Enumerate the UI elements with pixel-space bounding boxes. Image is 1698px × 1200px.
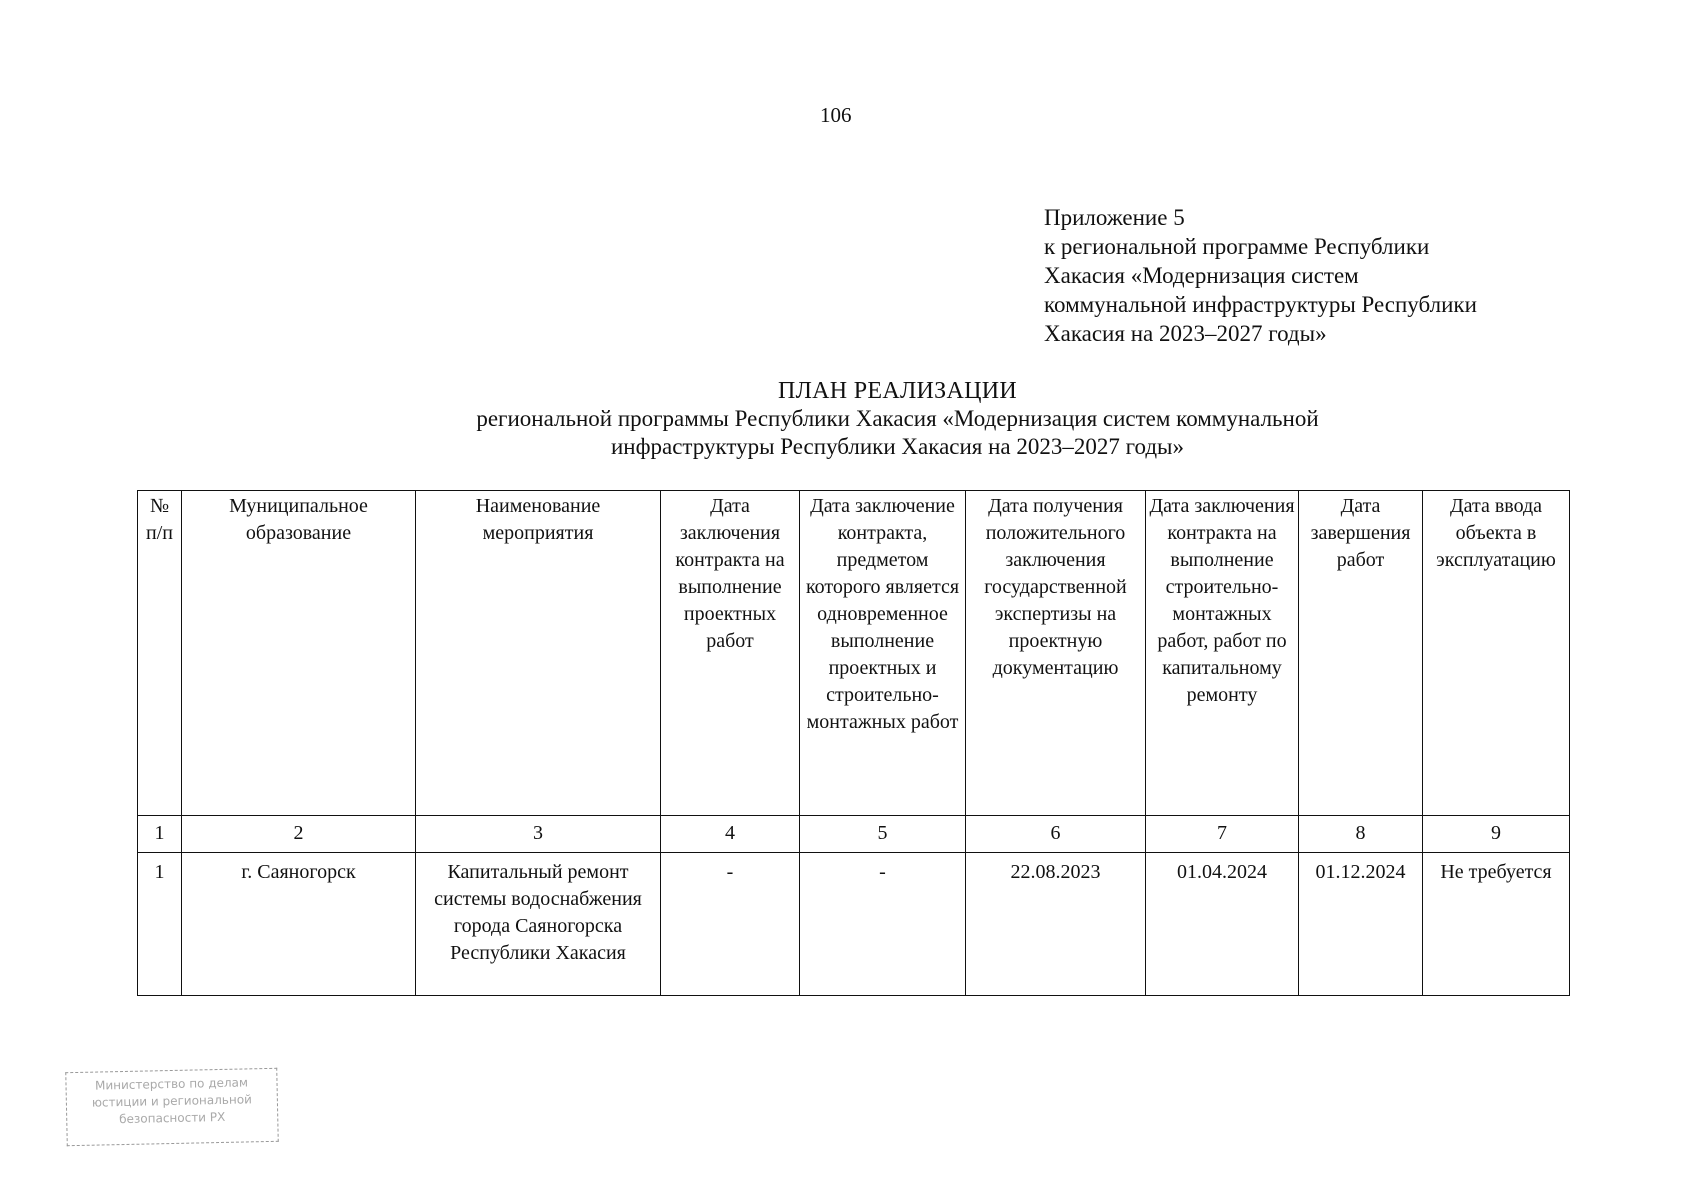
appendix-line: Хакасия на 2023–2027 годы» — [1044, 321, 1327, 346]
cell-commissioning-date: Не требуется — [1423, 853, 1570, 996]
stamp-line: безопасности РХ — [119, 1109, 226, 1127]
appendix-line: Приложение 5 — [1044, 205, 1185, 230]
cell-activity: Капитальный ремонт системы водоснабжения города Саяногорска Республики Хакасия — [416, 853, 661, 996]
header-cell-completion-date: Дата завершения работ — [1299, 491, 1423, 816]
column-number-cell: 6 — [966, 816, 1146, 853]
header-cell-design-contract-date: Дата заключения контракта на выполнение проектных работ — [661, 491, 800, 816]
column-number-cell: 1 — [138, 816, 182, 853]
cell-completion-date: 01.12.2024 — [1299, 853, 1423, 996]
column-number-cell: 2 — [182, 816, 416, 853]
cell-row-number: 1 — [138, 853, 182, 996]
title-main: ПЛАН РЕАЛИЗАЦИИ — [777, 378, 1018, 404]
column-number-row — [138, 816, 1570, 853]
column-number-cell: 5 — [800, 816, 966, 853]
page-number: 106 — [820, 103, 852, 127]
stamp-line: Министерство по делам — [94, 1075, 249, 1093]
table-header-row — [138, 491, 1570, 816]
title-subtitle-line: региональной программы Республики Хакасия «Модернизация систем коммунальной — [476, 406, 1319, 431]
column-number-cell: 4 — [661, 816, 800, 853]
cell-design-contract-date: - — [661, 853, 800, 996]
header-cell-combined-contract-date: Дата заключение контракта, предметом которого является одновременное выполнение проектных и строительно-монтажных работ — [800, 491, 966, 816]
header-cell-activity: Наименование мероприятия — [416, 491, 661, 816]
appendix-line: Хакасия «Модернизация систем — [1044, 263, 1359, 288]
cell-municipality: г. Саяногорск — [182, 853, 416, 996]
column-number-cell: 7 — [1146, 816, 1299, 853]
title-subtitle-line: инфраструктуры Республики Хакасия на 2023–2027 годы» — [611, 434, 1184, 459]
header-cell-construction-contract-date: Дата заключения контракта на выполнение строительно-монтажных работ, работ по капитальному ремонту — [1146, 491, 1299, 816]
header-cell-number: № п/п — [138, 491, 182, 816]
header-cell-expertise-date: Дата получения положительного заключения государственной экспертизы на проектную документацию — [966, 491, 1146, 816]
document-title — [0, 377, 1698, 461]
stamp-line: юстиции и региональной — [91, 1092, 253, 1110]
implementation-plan-table — [137, 490, 1570, 996]
appendix-line: коммунальной инфраструктуры Республики — [1044, 292, 1477, 317]
cell-construction-contract-date: 01.04.2024 — [1146, 853, 1299, 996]
header-cell-municipality: Муниципальное образование — [182, 491, 416, 816]
appendix-line: к региональной программе Республики — [1044, 234, 1430, 259]
cell-expertise-date: 22.08.2023 — [966, 853, 1146, 996]
table-row — [138, 853, 1570, 996]
header-cell-commissioning-date: Дата ввода объекта в эксплуатацию — [1423, 491, 1570, 816]
cell-combined-contract-date: - — [800, 853, 966, 996]
column-number-cell: 9 — [1423, 816, 1570, 853]
column-number-cell: 3 — [416, 816, 661, 853]
column-number-cell: 8 — [1299, 816, 1423, 853]
appendix-note — [1044, 203, 1477, 348]
ministry-stamp — [65, 1068, 279, 1146]
